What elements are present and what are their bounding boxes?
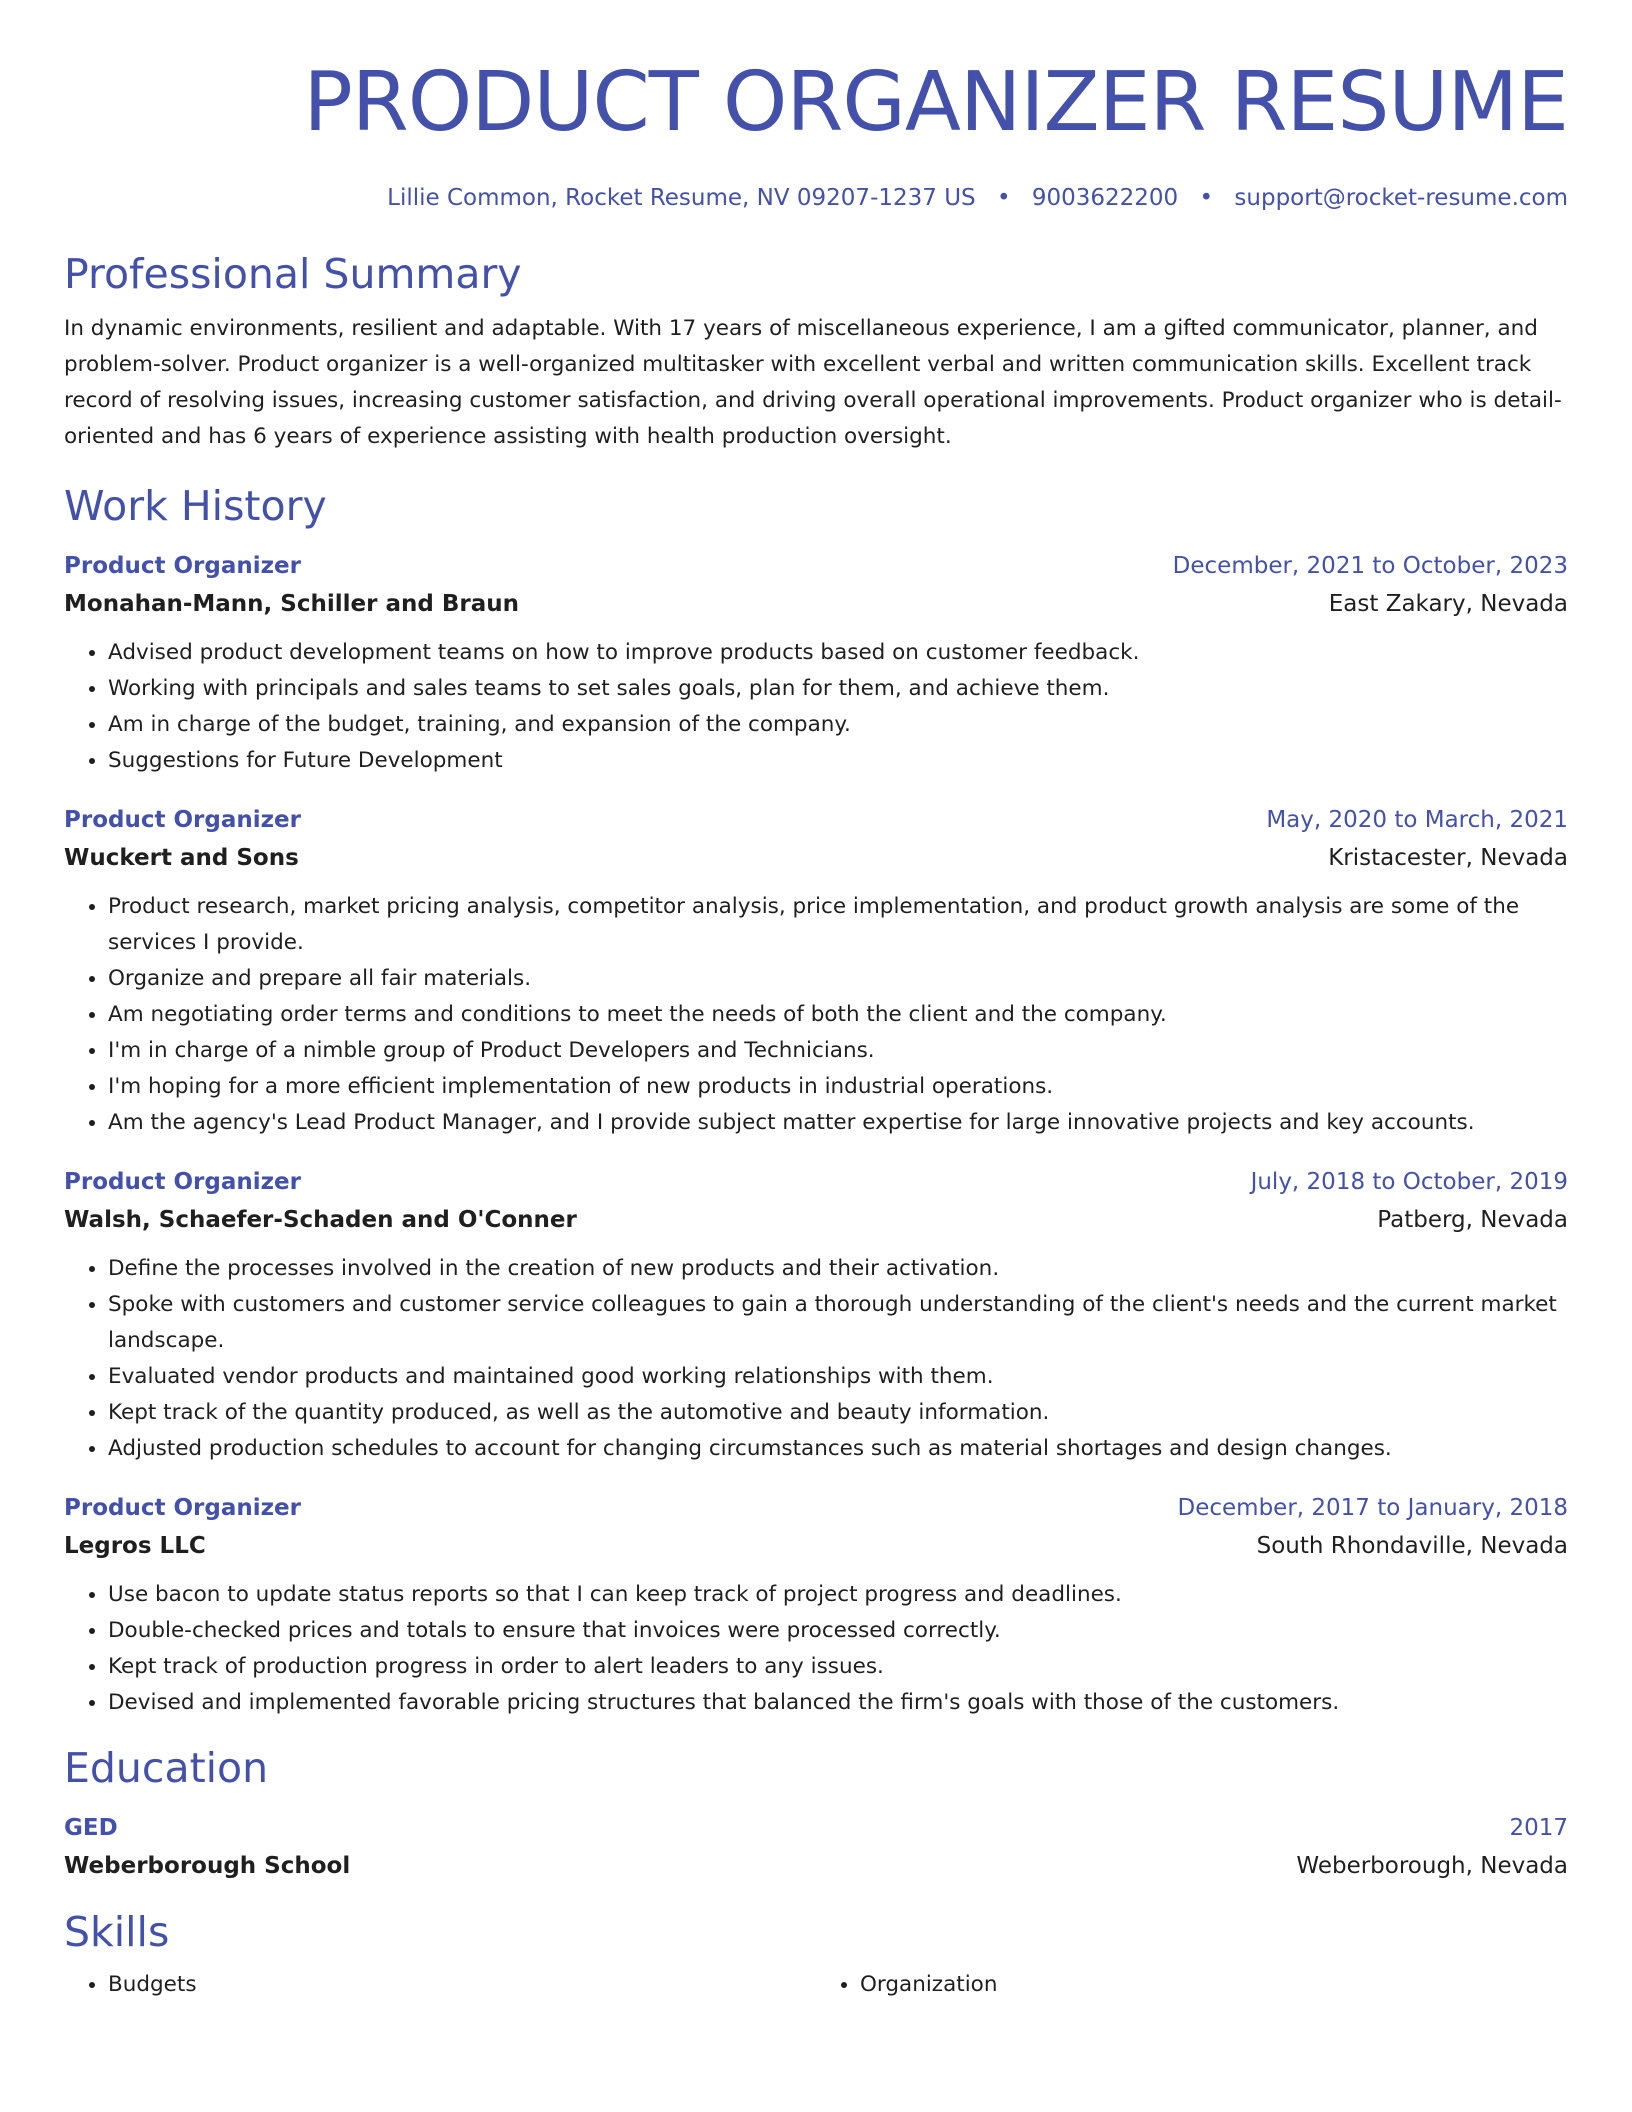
job-role: Product Organizer — [64, 1169, 301, 1195]
education-degree: GED — [64, 1815, 118, 1841]
job-entry — [64, 547, 1568, 779]
education-heading: Education — [64, 1744, 269, 1792]
contact-phone: 9003622200 — [1031, 185, 1179, 211]
skills-column-left — [64, 1967, 816, 2003]
education-section — [64, 1743, 1568, 1885]
job-role: Product Organizer — [64, 1495, 301, 1521]
summary-text: In dynamic environments, resilient and adaptable. With 17 years of miscellaneous experience, I am a gifted communicator, planner, and problem-solver. Product organizer is a well-organized multitasker with excellent verbal and written communication skills. Excellent track record of resolving issues, increasing customer satisfaction, and driving overall operational improvements. Product organizer who is detail-oriented and has 6 years of experience assisting with health production oversight. — [64, 316, 1562, 449]
summary-heading: Professional Summary — [64, 250, 522, 298]
job-bullet: • Spoke with customers and customer service colleagues to gain a thorough understanding of the client's needs and the current market landscape. — [108, 1287, 1568, 1359]
work-history-section — [64, 481, 1568, 1721]
job-bullet: • Double-checked prices and totals to ensure that invoices were processed correctly. — [108, 1613, 1568, 1649]
job-location: South Rhondaville, Nevada — [1256, 1533, 1568, 1559]
job-entry — [64, 1163, 1568, 1467]
job-bullet: • Devised and implemented favorable pricing structures that balanced the firm's goals with those of the customers. — [108, 1685, 1568, 1721]
job-bullet: • Am the agency's Lead Product Manager, and I provide subject matter expertise for large innovative projects and key accounts. — [108, 1105, 1568, 1141]
contact-separator: • — [996, 185, 1011, 211]
job-bullet: • I'm in charge of a nimble group of Product Developers and Technicians. — [108, 1033, 1568, 1069]
job-bullet: • Am negotiating order terms and conditions to meet the needs of both the client and the company. — [108, 997, 1568, 1033]
job-dates: December, 2017 to January, 2018 — [1177, 1495, 1568, 1521]
job-dates: December, 2021 to October, 2023 — [1172, 553, 1568, 579]
job-entry — [64, 1489, 1568, 1721]
education-year: 2017 — [1509, 1815, 1568, 1841]
job-bullet: • Kept track of the quantity produced, as well as the automotive and beauty information. — [108, 1395, 1568, 1431]
resume-title: PRODUCT ORGANIZER RESUME — [303, 55, 1568, 150]
skills-column-right — [816, 1967, 1568, 2003]
job-company: Monahan-Mann, Schiller and Braun — [64, 591, 519, 617]
job-role: Product Organizer — [64, 553, 301, 579]
skill-item: • Budgets — [108, 1967, 816, 2003]
job-company: Walsh, Schaefer-Schaden and O'Conner — [64, 1207, 577, 1233]
job-dates: July, 2018 to October, 2019 — [1250, 1169, 1568, 1195]
job-bullets — [64, 635, 1568, 779]
resume-header — [64, 0, 1568, 213]
contact-line — [64, 183, 1568, 213]
education-school: Weberborough School — [64, 1853, 351, 1879]
job-bullet: • Use bacon to update status reports so that I can keep track of project progress and deadlines. — [108, 1577, 1568, 1613]
job-dates: May, 2020 to March, 2021 — [1266, 807, 1568, 833]
job-entry — [64, 801, 1568, 1141]
skills-heading: Skills — [64, 1908, 170, 1956]
job-bullet: • Organize and prepare all fair materials. — [108, 961, 1568, 997]
job-bullet: • Evaluated vendor products and maintained good working relationships with them. — [108, 1359, 1568, 1395]
job-bullet: • Suggestions for Future Development — [108, 743, 1568, 779]
job-location: East Zakary, Nevada — [1328, 591, 1568, 617]
skills-section — [64, 1907, 1568, 2003]
job-bullet: • Adjusted production schedules to account for changing circumstances such as material shortages and design changes. — [108, 1431, 1568, 1467]
job-company: Legros LLC — [64, 1533, 206, 1559]
job-bullet: • I'm hoping for a more efficient implementation of new products in industrial operations. — [108, 1069, 1568, 1105]
job-bullets — [64, 889, 1568, 1141]
contact-address: Lillie Common, Rocket Resume, NV 09207-1237 US — [387, 185, 976, 211]
job-bullets — [64, 1577, 1568, 1721]
education-location: Weberborough, Nevada — [1296, 1853, 1568, 1879]
education-entry — [64, 1809, 1568, 1885]
contact-email: support@rocket-resume.com — [1234, 185, 1568, 211]
job-bullet: • Am in charge of the budget, training, and expansion of the company. — [108, 707, 1568, 743]
summary-section — [64, 249, 1568, 455]
job-bullets — [64, 1251, 1568, 1467]
job-location: Patberg, Nevada — [1377, 1207, 1568, 1233]
job-bullet: • Product research, market pricing analysis, competitor analysis, price implementation, and product growth analysis are some of the services I provide. — [108, 889, 1568, 961]
job-bullet: • Working with principals and sales teams to set sales goals, plan for them, and achieve them. — [108, 671, 1568, 707]
job-company: Wuckert and Sons — [64, 845, 299, 871]
skill-item: • Organization — [860, 1967, 1568, 2003]
job-bullet: • Advised product development teams on how to improve products based on customer feedback. — [108, 635, 1568, 671]
job-bullet: • Define the processes involved in the creation of new products and their activation. — [108, 1251, 1568, 1287]
job-location: Kristacester, Nevada — [1328, 845, 1568, 871]
contact-separator: • — [1199, 185, 1214, 211]
skills-grid — [64, 1967, 1568, 2003]
job-bullet: • Kept track of production progress in order to alert leaders to any issues. — [108, 1649, 1568, 1685]
job-role: Product Organizer — [64, 807, 301, 833]
work-history-heading: Work History — [64, 482, 327, 530]
